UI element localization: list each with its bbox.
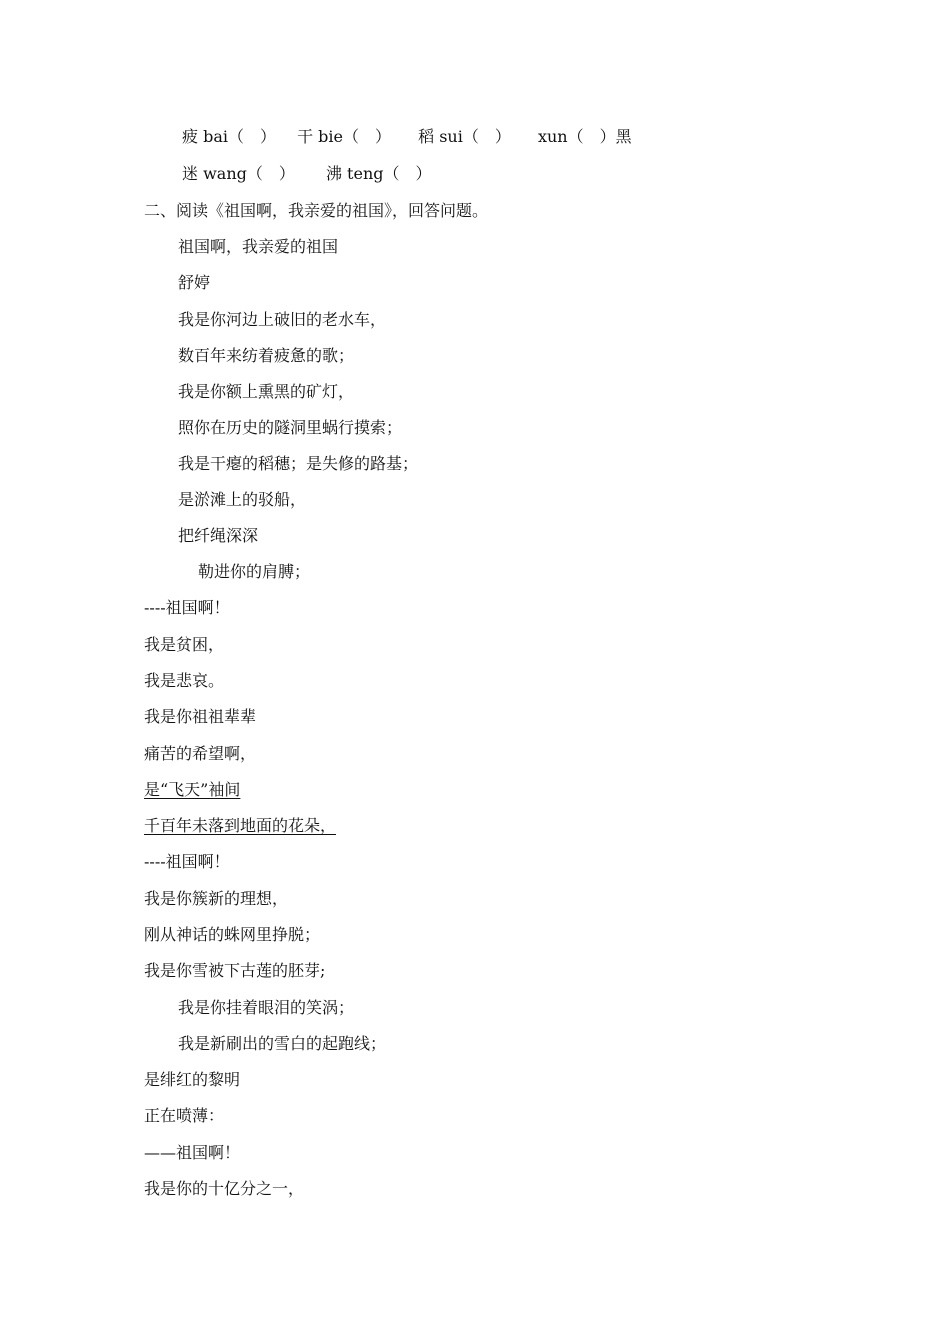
poem-line: 我是新刷出的雪白的起跑线； [178, 1034, 387, 1053]
pinyin-item-xun: xun（ ）黑 [537, 127, 632, 146]
poem-line: 是绯红的黎明 [144, 1070, 241, 1089]
poem-line: 我是你的十亿分之一， [144, 1179, 305, 1198]
poem-line: 我是你祖祖辈辈 [144, 707, 257, 726]
poem-line: 勒进你的肩膊； [198, 562, 311, 581]
poem-line: 数百年来纺着疲惫的歌； [178, 346, 355, 365]
pinyin-item-sui: 稻 sui（ ） [418, 127, 511, 146]
poem-line: 刚从神话的蛛网里挣脱； [144, 925, 321, 944]
poem-line: 是淤滩上的驳船， [178, 490, 307, 509]
poem-line: 照你在历史的隧洞里蜗行摸索； [178, 418, 403, 437]
poem-line-underlined: 是“飞天”袖间 [144, 780, 241, 799]
poem-line: 我是干瘪的稻穗；是失修的路基； [178, 454, 419, 473]
pinyin-item-bie: 干 bie（ ） [297, 127, 392, 146]
pinyin-item-teng: 沸 teng（ ） [325, 164, 432, 183]
poem-line: 我是你挂着眼泪的笑涡； [178, 998, 355, 1017]
poem-line: 我是你额上熏黑的矿灯， [178, 382, 355, 401]
section-heading: 二、阅读《祖国啊，我亲爱的祖国》，回答问题。 [144, 201, 489, 220]
poem-line-underlined: 千百年未落到地面的花朵， [144, 816, 337, 835]
pinyin-item-bai: 疲 bai（ ） [182, 127, 276, 146]
pinyin-row-2 [182, 164, 432, 184]
pinyin-item-wang: 迷 wang（ ） [182, 164, 295, 183]
poem-line: ----祖国啊！ [144, 852, 230, 871]
poem-author: 舒婷 [178, 273, 211, 292]
poem-line: 把纤绳深深 [178, 526, 259, 545]
poem-line: 我是你雪被下古莲的胚芽; [144, 961, 326, 980]
poem-title: 祖国啊，我亲爱的祖国 [178, 237, 339, 256]
poem-line: 我是悲哀。 [144, 671, 225, 690]
poem-line: ——祖国啊！ [144, 1143, 241, 1162]
poem-line: ----祖国啊！ [144, 598, 230, 617]
poem-line: 我是你簇新的理想， [144, 889, 289, 908]
poem-line: 痛苦的希望啊， [144, 744, 257, 763]
poem-line: 我是你河边上破旧的老水车， [178, 310, 387, 329]
pinyin-row-1 [182, 127, 632, 147]
poem-line: 正在喷薄： [144, 1106, 225, 1125]
poem-line: 我是贫困， [144, 635, 225, 654]
